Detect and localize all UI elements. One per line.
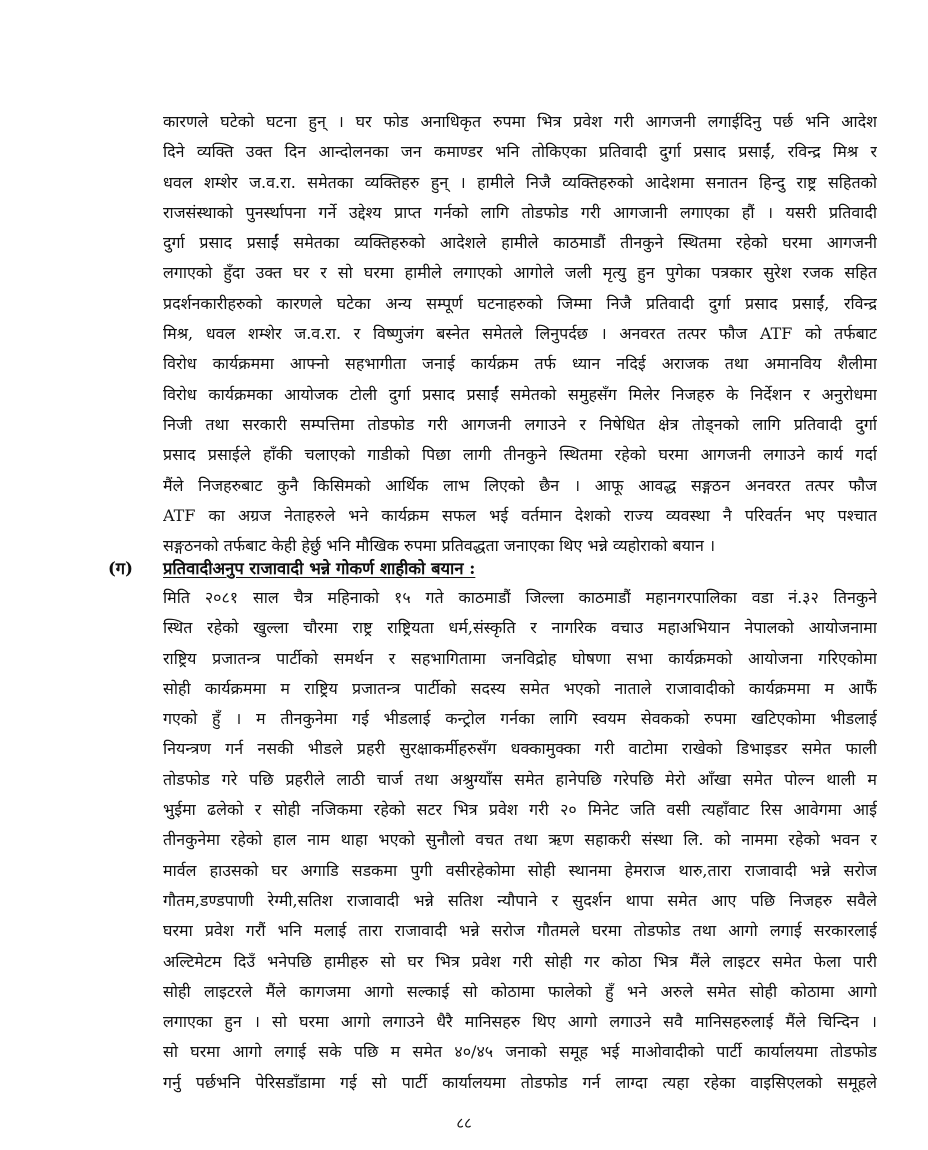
text-line: सोही कार्यक्रममा म राष्ट्रिय प्रजातन्त्र पार्टीको सदस्य समेत भएको नाताले राजावादीको कार्यक्रममा म आफैं [163,678,877,698]
paragraph-statement-continued [163,107,877,561]
text-line: गएको हुँ । म तीनकुनेमा गई भीडलाई कन्ट्रोल गर्नका लागि स्वयम सेवकको रुपमा खटिएकोमा भीडलाई [163,709,877,729]
page-number: ८८ [456,1114,472,1132]
section-heading [108,554,888,584]
text-line: कारणले घटेको घटना हुन् । घर फोड अनाधिकृत रुपमा भित्र प्रवेश गरी आगजनी लगाईदिनु पर्छ भनि आदेश [163,112,877,131]
text-line: गौतम,डण्डपाणी रेग्मी,सतिश राजावादी भन्ने सतिश न्यौपाने र सुदर्शन थापा समेत आए पछि निजहरु सवैले [163,890,877,910]
text-line: अल्टिमेटम दिउँ भनेपछि हामीहरु सो घर भित्र प्रवेश गरी सोही गर कोठा भित्र मैंले लाइटर समेत फेला पारी [163,951,877,971]
text-line: निजी तथा सरकारी सम्पत्तिमा तोडफोड गरी आगजनी लगाउने र निषेधित क्षेत्र तोड्नको लागि प्रतिवादी दुर्गा [163,414,877,434]
text-line: राष्ट्रिय प्रजातन्त्र पार्टीको समर्थन र सहभागितामा जनविद्रोह घोषणा सभा कार्यक्रमको आयोजना गरिएकोमा [163,648,877,668]
text-line: लगाएका हुन । सो घरमा आगो लगाउने धैरै मानिसहरु थिए आगो लगाउने सवै मानिसहरुलाई मैंले चिन्दिन । [163,1012,877,1032]
section-number: (ग) [108,559,133,578]
paragraph-statement-gokarna [163,583,877,1098]
text-line: भुईमा ढलेको र सोही नजिकमा रहेको सटर भित्र प्रवेश गरी २० मिनेट जति वसी त्यहाँवाट रिस आवेगमा आई [163,800,877,820]
text-line: स्थित रहेको खुल्ला चौरमा राष्ट्र राष्ट्रियता धर्म,संस्कृति र नागरिक वचाउ महाअभियान नेपालको आयोजनामा [163,618,877,638]
text-line: प्रसाद प्रसाईले हाँकी चलाएको गाडीको पिछा लागी तीनकुने स्थितमा रहेको घरमा आगजनी लगाउने कार्य गर्दा [163,445,877,465]
text-line: सोही लाइटरले मैंले कागजमा आगो सल्काई सो कोठामा फालेको हुँ भने अरुले समेत सोही कोठामा आगो [163,981,877,1001]
text-line: दिने व्यक्ति उक्त दिन आन्दोलनका जन कमाण्डर भनि तोकिएका प्रतिवादी दुर्गा प्रसाद प्रसाईं, रविन्द्र मिश्र र [163,142,877,162]
text-line: दुर्गा प्रसाद प्रसाईं समेतका व्यक्तिहरुको आदेशले हामीले काठमाडौं तीनकुने स्थितमा रहेको घरमा आगजनी [163,233,877,253]
text-line: गर्नु पर्छभनि पेरिसडाँडामा गई सो पार्टी कार्यालयमा तोडफोड गर्न लाग्दा त्यहा रहेका वाइसिएलको समूहले [163,1072,877,1092]
text-line: मिति २०८१ साल चैत्र महिनाको १५ गते काठमाडौं जिल्ला काठमाडौं महानगरपालिका वडा नं.३२ तिनकुने [163,588,877,607]
section-title: प्रतिवादीअनुप राजावादी भन्ने गोकर्ण शाहीको बयान : [163,559,476,578]
text-line: विरोध कार्यक्रमका आयोजक टोली दुर्गा प्रसाद प्रसाईं समेतको समुहसँग मिलेर निजहरु के निर्देशन र अनुरोधमा [163,384,877,404]
text-line: प्रदर्शनकारीहरुको कारणले घटेका अन्य सम्पूर्ण घटनाहरुको जिम्मा निजै प्रतिवादी दुर्गा प्रसाद प्रसाईं, रविन्द्र [163,293,877,313]
text-line: मिश्र, धवल शम्शेर ज.व.रा. र विष्णुजंग बस्नेत समेतले लिनुपर्दछ । अनवरत तत्पर फौज ATF को तर्फबाट [163,324,877,344]
text-line: राजसंस्थाको पुनर्स्थापना गर्ने उद्देश्य प्राप्त गर्नको लागि तोडफोड गरी आगजानी लगाएका हौं । यसरी प्रतिवादी [163,202,877,222]
text-line: मार्वल हाउसको घर अगाडि सडकमा पुगी वसीरहेकोमा सोही स्थानमा हेमराज थारु,तारा राजावादी भन्ने सरोज [163,860,877,880]
text-line: सो घरमा आगो लगाई सके पछि म समेत ४०/४५ जनाको समूह भई माओवादीको पार्टी कार्यालयमा तोडफोड [163,1042,877,1062]
text-line: लगाएको हुँदा उक्त घर र सो घरमा हामीले लगाएको आगोले जली मृत्यु हुन पुगेका पत्रकार सुरेश रजक सहित [163,263,877,283]
text-line: ATF का अग्रज नेताहरुले भने कार्यक्रम सफल भई वर्तमान देशको राज्य व्यवस्था नै परिवर्तन भए पश्चात [163,505,877,525]
text-line: नियन्त्रण गर्न नसकी भीडले प्रहरी सुरक्षाकर्मीहरुसँग धक्कामुक्का गरी वाटोमा राखेको डिभाइडर समेत फाली [163,739,877,759]
text-line: धवल शम्शेर ज.व.रा. समेतका व्यक्तिहरु हुन् । हामीले निजै व्यक्तिहरुको आदेशमा सनातन हिन्दु राष्ट्र सहितको [163,172,877,192]
text-line: घरमा प्रवेश गरौं भनि मलाई तारा राजावादी भन्ने सरोज गौतमले घरमा तोडफोड तथा आगो लगाई सरकारलाई [163,921,877,941]
text-line: सङ्गठनको तर्फबाट केही हेर्छु भनि मौखिक रुपमा प्रतिवद्धता जनाएका थिए भन्ने व्यहोराको बयान । [163,536,716,556]
text-line: मैंले निजहरुबाट कुनै किसिमको आर्थिक लाभ लिएको छैन । आफू आवद्ध सङ्गठन अनवरत तत्पर फौज [163,475,877,495]
text-line: विरोध कार्यक्रममा आफ्नो सहभागीता जनाई कार्यक्रम तर्फ ध्यान नदिई अराजक तथा अमानविय शैलीमा [163,354,877,374]
text-line: तीनकुनेमा रहेको हाल नाम थाहा भएको सुनौलो वचत तथा ऋण सहाकरी संस्था लि. को नाममा रहेको भवन र [163,830,877,850]
text-line: तोडफोड गरे पछि प्रहरीले लाठी चार्ज तथा अश्रुग्याँस समेत हानेपछि गरेपछि मेरो आँखा समेत पोल्न थाली म [163,769,877,789]
